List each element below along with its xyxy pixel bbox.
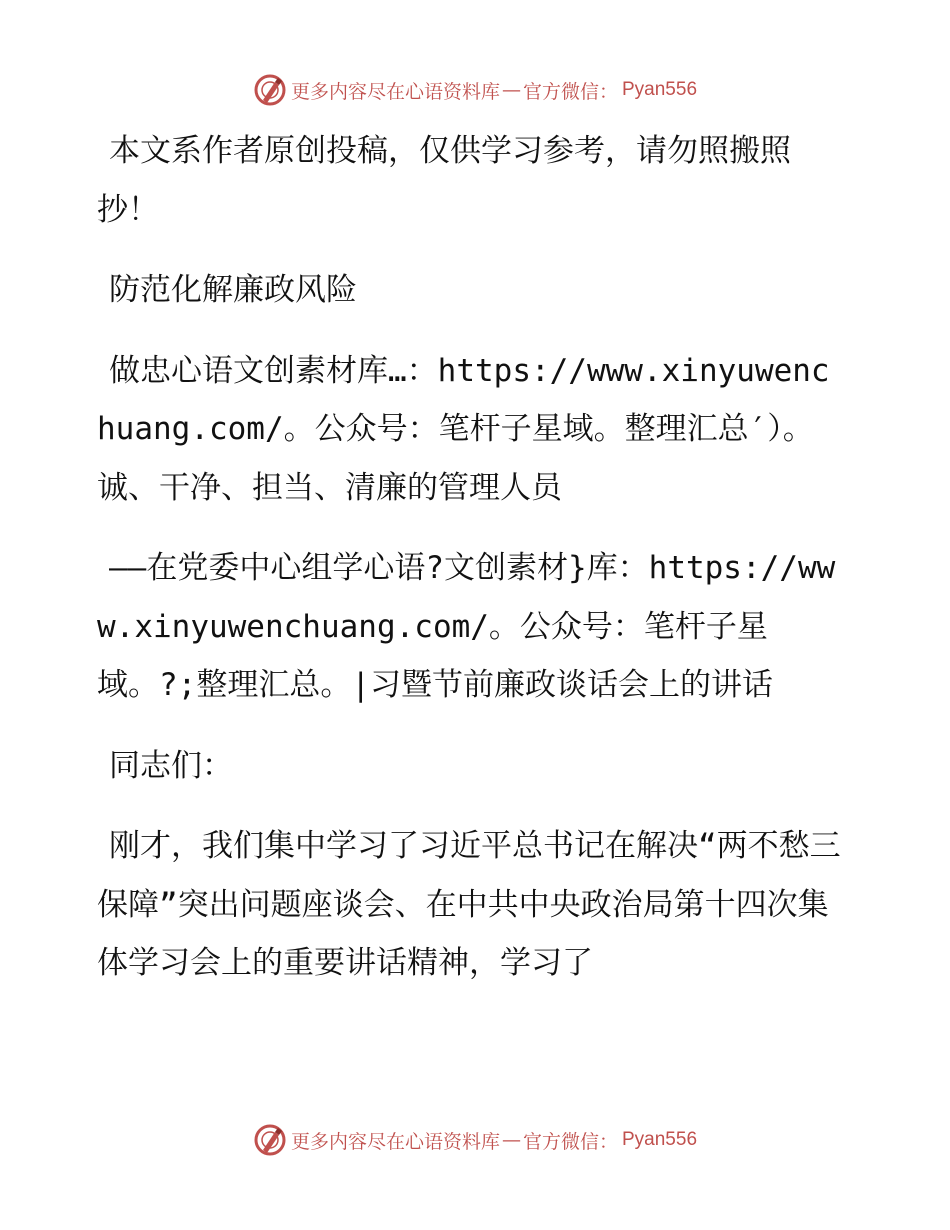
document-body xyxy=(97,122,842,1015)
header-watermark xyxy=(0,70,950,110)
watermark-text: 更多内容尽在心语资料库 xyxy=(290,80,500,103)
watermark-dash: — xyxy=(501,79,521,101)
paragraph-title: 防范化解廉政风险 xyxy=(109,272,357,308)
watermark-official-label: 官方微信： xyxy=(522,80,618,103)
pen-logo-icon xyxy=(253,73,287,107)
paragraph-subtitle: 做忠心语文创素材库…：https://www.xinyuwenchuang.com/。公众号：笔杆子星域。整理汇总′）。诚、干净、担当、清廉的管理人员 xyxy=(97,352,830,506)
watermark-dash: — xyxy=(501,1129,521,1151)
watermark-text: 更多内容尽在心语资料库 xyxy=(290,1130,500,1153)
watermark-wechat-id: Pyan556 xyxy=(622,1129,698,1150)
watermark-official-label: 官方微信： xyxy=(522,1130,618,1153)
paragraph-salutation: 同志们： xyxy=(109,747,233,784)
footer-watermark xyxy=(0,1120,950,1160)
paragraph-speech-heading: ——在党委中心组学心语?文创素材}库：https://www.xinyuwenchuang.com/。公众号：笔杆子星域。?;整理汇总。|习暨节前廉政谈话会上的讲话 xyxy=(97,550,836,703)
watermark-wechat-id: Pyan556 xyxy=(622,79,698,100)
paragraph-body: 刚才，我们集中学习了习近平总书记在解决“两不愁三保障”突出问题座谈会、在中共中央政治局第十四次集体学习会上的重要讲话精神，学习了 xyxy=(97,828,841,981)
paragraph-disclaimer: 本文系作者原创投稿，仅供学习参考，请勿照搬照抄！ xyxy=(97,133,791,228)
pen-logo-icon xyxy=(253,1123,287,1157)
